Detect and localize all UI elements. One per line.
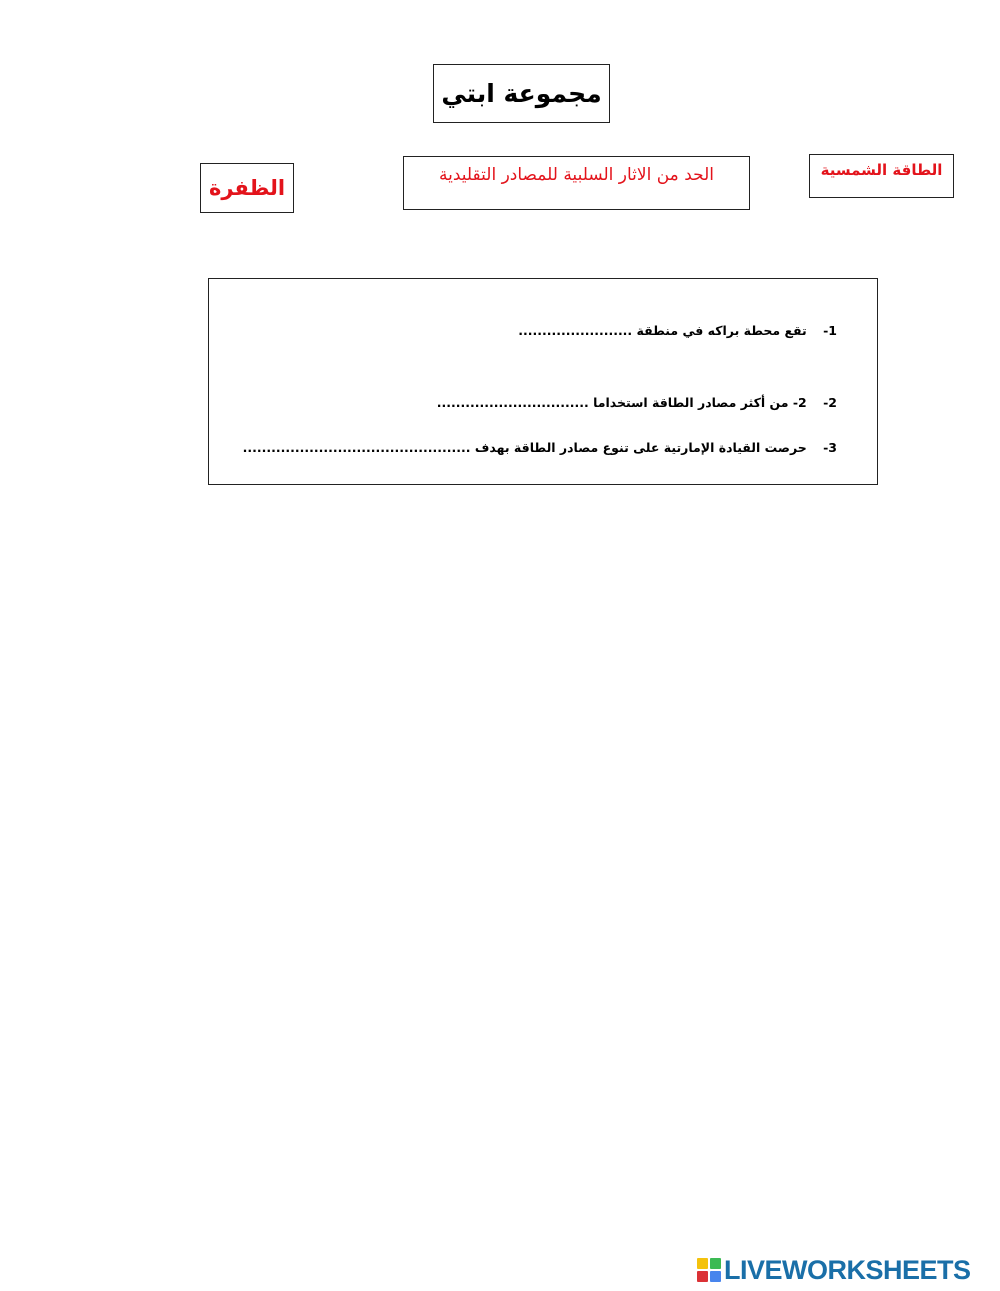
question-number: 1- — [823, 323, 837, 338]
answer-drop-zone[interactable]: ................................................ — [242, 440, 471, 455]
answer-option-solar-energy[interactable]: الطاقة الشمسية — [809, 154, 954, 198]
logo-blocks-icon — [697, 1258, 721, 1282]
question-text: تقع محطة براكه في منطقة — [636, 323, 807, 338]
answer-option-reduce-negative-effects[interactable]: الحد من الاثار السلبية للمصادر التقليدية — [403, 156, 750, 210]
question-number: 3- — [823, 440, 837, 455]
question-1 — [518, 323, 837, 338]
questions-panel — [208, 278, 878, 485]
answer-drop-zone[interactable]: ........................ — [518, 323, 633, 338]
answer-drop-zone[interactable]: ................................ — [436, 395, 589, 410]
logo-text: LIVEWORKSHEETS — [724, 1254, 971, 1285]
logo-block — [697, 1271, 708, 1282]
worksheet-title: مجموعة ابتي — [433, 64, 610, 123]
logo-block — [710, 1258, 721, 1269]
question-number: 2- — [823, 395, 837, 410]
answer-option-al-dhafra[interactable]: الظفرة — [200, 163, 294, 213]
logo-block — [697, 1258, 708, 1269]
question-text: 2- من أكثر مصادر الطاقة استخداما — [593, 395, 807, 410]
question-3 — [243, 440, 837, 455]
logo-block — [710, 1271, 721, 1282]
question-2 — [437, 395, 837, 410]
liveworksheets-logo — [697, 1255, 971, 1285]
question-text: حرصت القيادة الإمارتية على تنوع مصادر الطاقة بهدف — [474, 440, 807, 455]
